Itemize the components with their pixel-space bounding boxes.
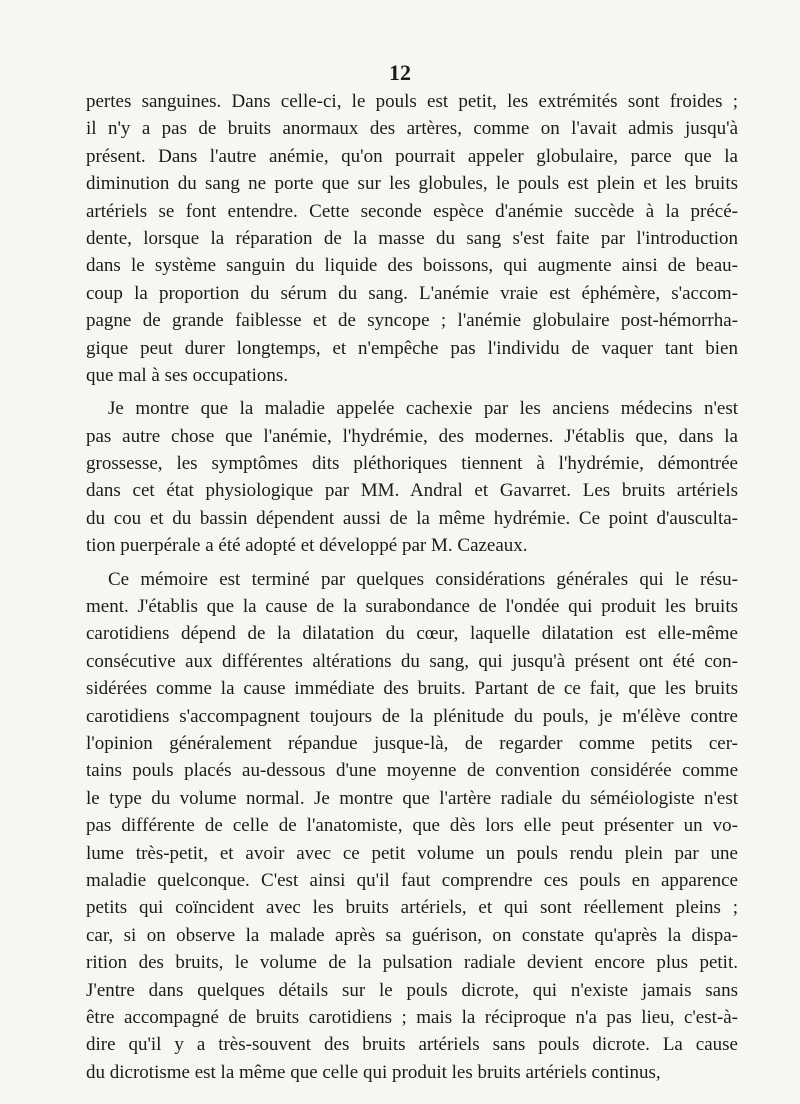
text-line: diminution du sang ne porte que sur les globules, le pouls est plein et les bruits: [86, 173, 738, 195]
text-line: du dicrotisme est la même que celle qui produit les bruits artériels continus,: [86, 1061, 661, 1083]
text-line: ment. J'établis que la cause de la surabondance de l'ondée qui produit les bruits: [86, 596, 738, 618]
text-line: carotidiens dépend de la dilatation du cœur, laquelle dilatation est elle-même: [86, 623, 738, 645]
text-line: du cou et du bassin dépendent aussi de la même hydrémie. Ce point d'ausculta-: [86, 507, 738, 529]
text-line: tains pouls placés au-dessous d'une moyenne de convention considérée comme: [86, 760, 738, 782]
text-line: dente, lorsque la réparation de la masse du sang s'est faite par l'introduction: [86, 227, 738, 249]
text-line: dans le système sanguin du liquide des boissons, qui augmente ainsi de beau-: [86, 255, 738, 277]
text-line: Je montre que la maladie appelée cachexie par les anciens médecins n'est: [108, 398, 738, 420]
text-line: l'opinion généralement répandue jusque-là, de regarder comme petits cer-: [86, 732, 738, 754]
text-line: tion puerpérale a été adopté et développé par M. Cazeaux.: [86, 535, 528, 557]
text-line: pas autre chose que l'anémie, l'hydrémie, des modernes. J'établis que, dans la: [86, 425, 738, 447]
text-line: le type du volume normal. Je montre que l'artère radiale du séméiologiste n'est: [86, 787, 738, 809]
text-line: il n'y a pas de bruits anormaux des artères, comme on l'avait admis jusqu'à: [86, 118, 738, 140]
text-line: maladie quelconque. C'est ainsi qu'il faut comprendre ces pouls en apparence: [86, 869, 738, 891]
text-line: pertes sanguines. Dans celle-ci, le pouls est petit, les extrémités sont froides ;: [86, 91, 738, 112]
text-line: artériels se font entendre. Cette seconde espèce d'anémie succède à la précé-: [86, 200, 738, 222]
page-number: 12: [389, 60, 411, 85]
text-line: carotidiens s'accompagnent toujours de la plénitude du pouls, je m'élève contre: [86, 705, 738, 727]
text-line: pagne de grande faiblesse et de syncope ; l'anémie globulaire post-hémorrha-: [86, 310, 738, 332]
text-line: rition des bruits, le volume de la pulsation radiale devient encore plus petit.: [86, 952, 738, 974]
text-line: grossesse, les symptômes dits pléthoriques tiennent à l'hydrémie, démontrée: [86, 453, 738, 475]
body-text: [86, 88, 738, 1086]
text-line: dans cet état physiologique par MM. Andral et Gavarret. Les bruits artériels: [86, 480, 738, 502]
text-line: sidérées comme la cause immédiate des bruits. Partant de ce fait, que les bruits: [86, 678, 738, 700]
text-line: J'entre dans quelques détails sur le pouls dicrote, qui n'existe jamais sans: [86, 979, 738, 1001]
text-line: car, si on observe la malade après sa guérison, on constate qu'après la dispa-: [86, 924, 738, 946]
text-line: consécutive aux différentes altérations du sang, qui jusqu'à présent ont été con-: [86, 650, 738, 672]
paragraph: [86, 566, 738, 1086]
text-line: petits qui coïncident avec les bruits artériels, et qui sont réellement pleins ;: [86, 897, 738, 919]
paragraph: [86, 88, 738, 389]
paragraph: [86, 395, 738, 559]
text-line: lume très-petit, et avoir avec ce petit volume un pouls rendu plein par une: [86, 842, 738, 864]
text-line: présent. Dans l'autre anémie, qu'on pourrait appeler globulaire, parce que la: [86, 145, 738, 167]
text-line: Ce mémoire est terminé par quelques considérations générales qui le résu-: [108, 568, 738, 590]
text-line: que mal à ses occupations.: [86, 364, 289, 386]
text-line: dire qu'il y a très-souvent des bruits artériels sans pouls dicrote. La cause: [86, 1034, 738, 1056]
text-line: gique peut durer longtemps, et n'empêche pas l'individu de vaquer tant bien: [86, 337, 738, 359]
text-line: pas différente de celle de l'anatomiste, que dès lors elle peut présenter un vo-: [86, 815, 738, 837]
text-line: être accompagné de bruits carotidiens ; mais la réciproque n'a pas lieu, c'est-à-: [86, 1006, 738, 1028]
text-line: coup la proportion du sérum du sang. L'anémie vraie est éphémère, s'accom-: [86, 282, 738, 304]
